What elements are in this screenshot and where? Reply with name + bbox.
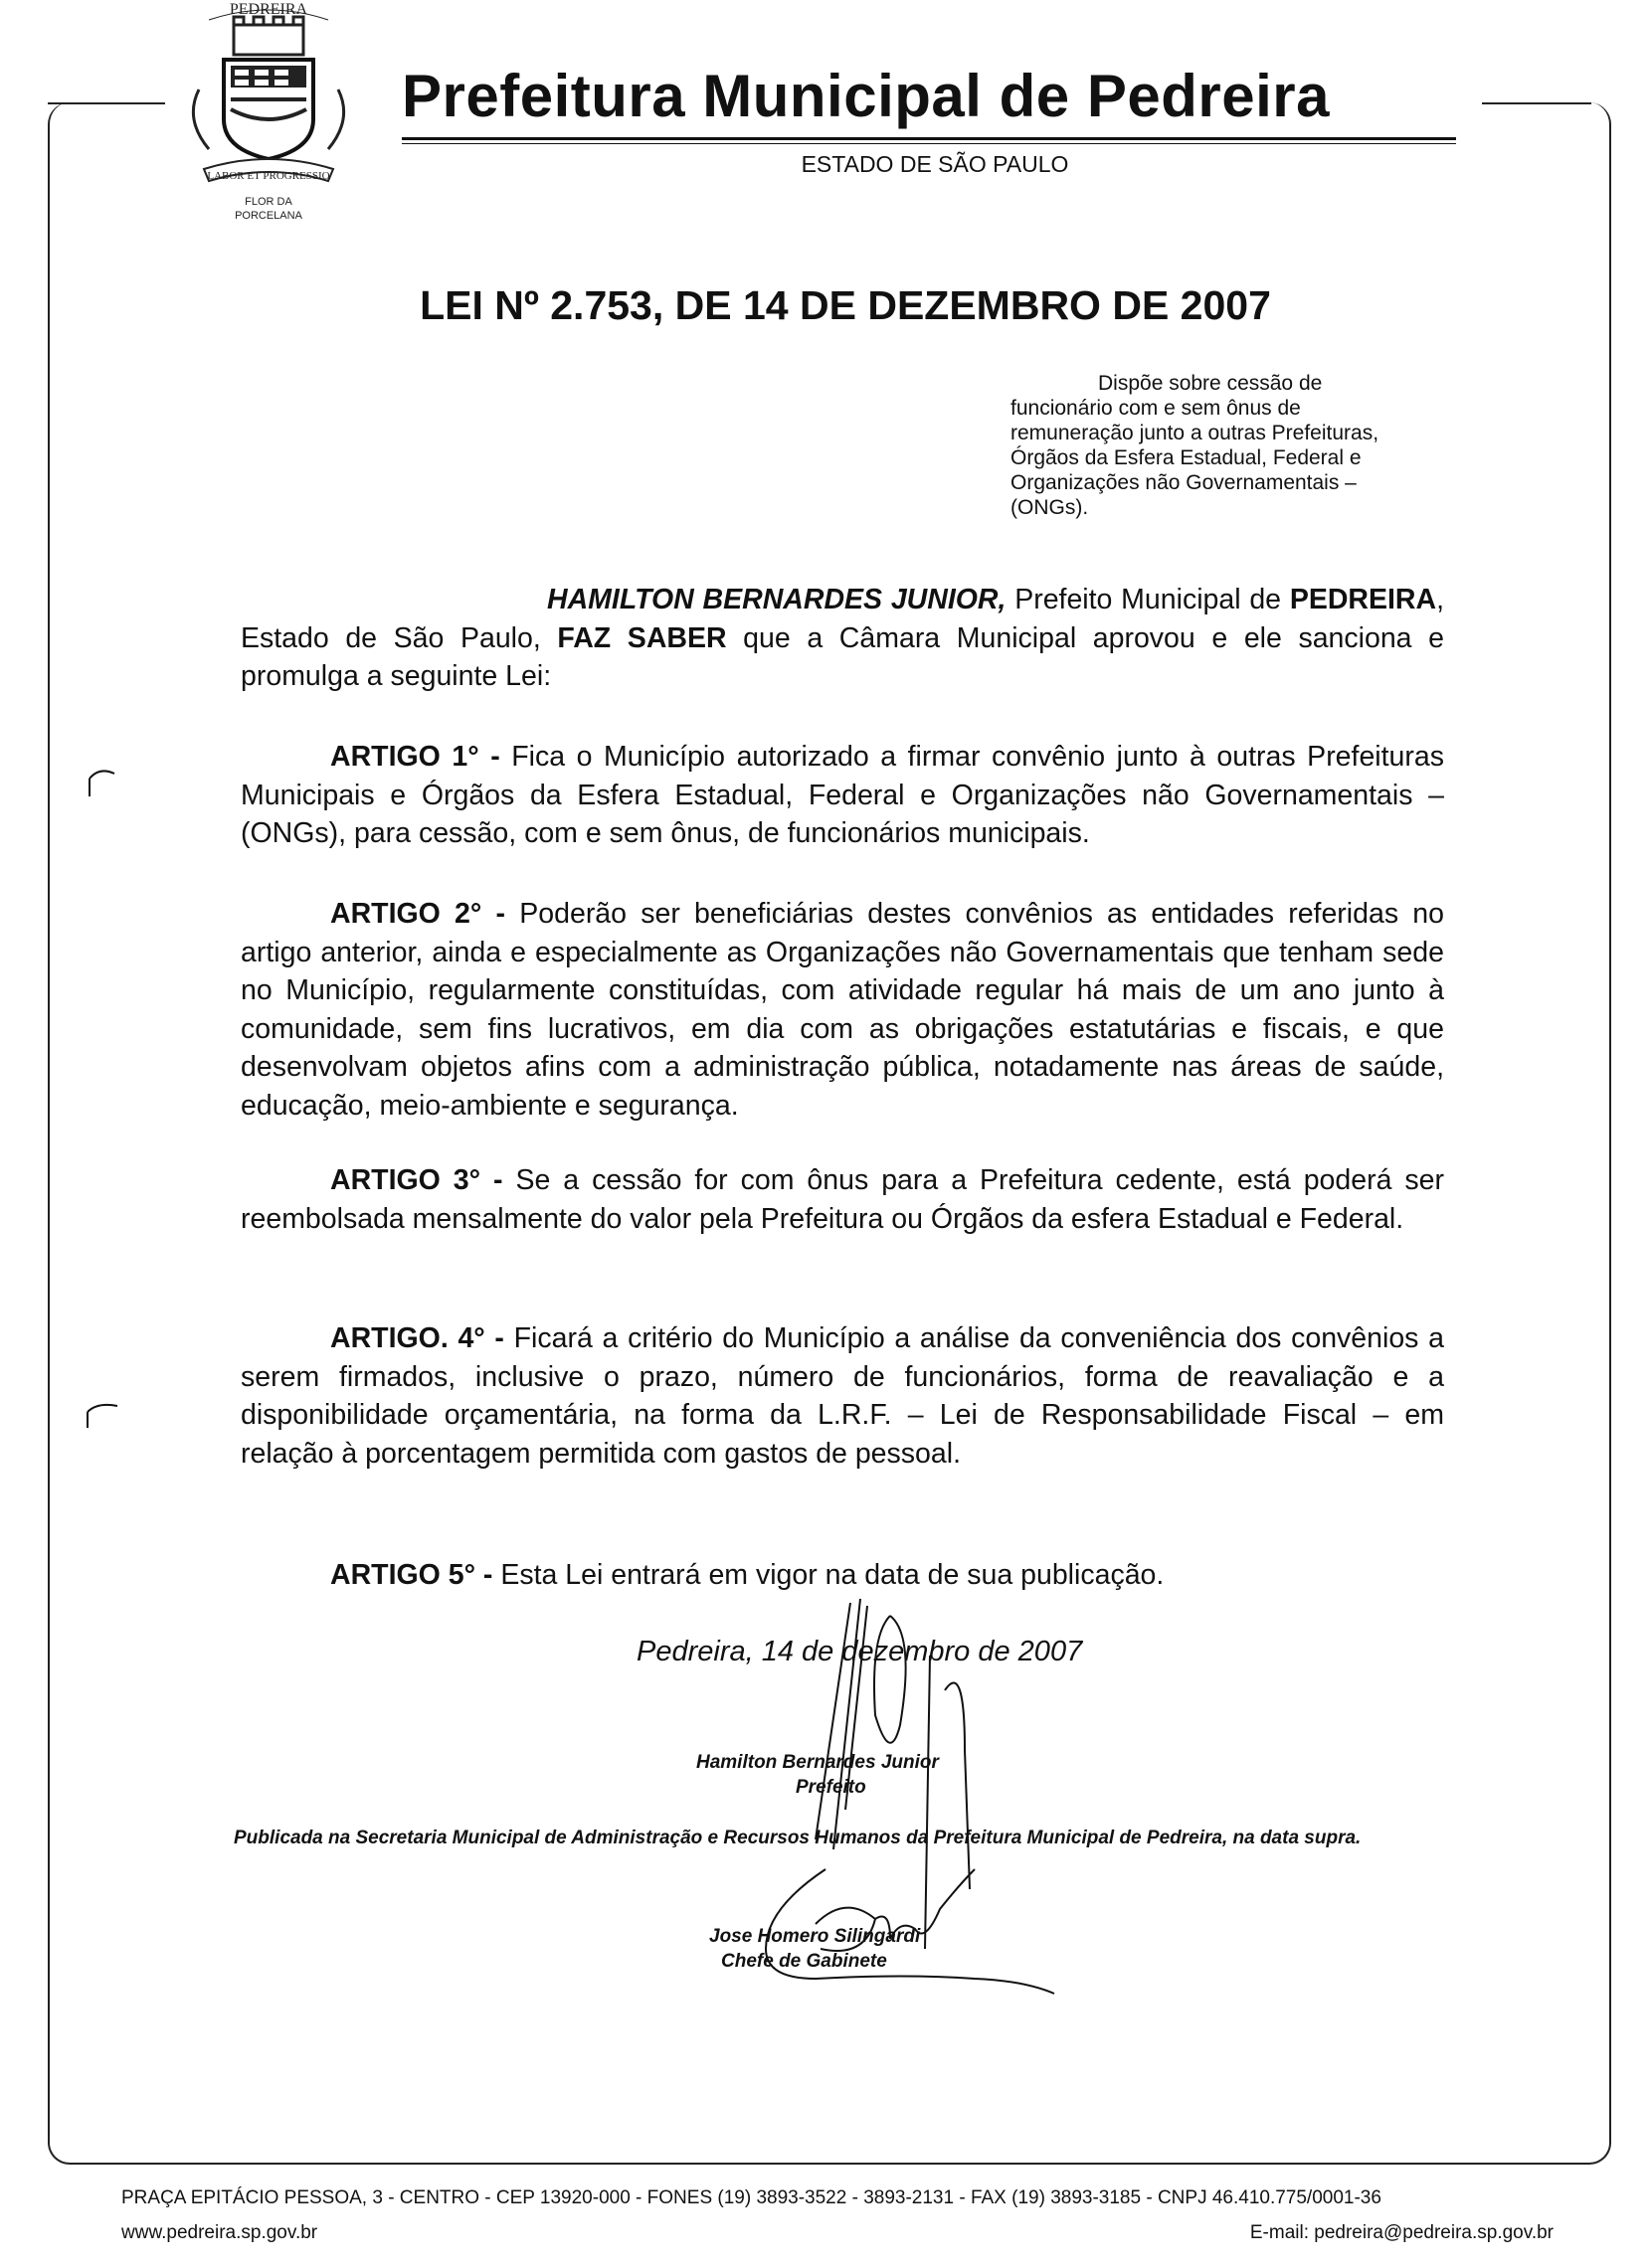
article-label: ARTIGO 2° - (330, 898, 506, 930)
faz-saber: FAZ SABER (557, 621, 727, 654)
summary-line: (ONGs). (1010, 496, 1089, 519)
law-title: LEI Nº 2.753, DE 14 DE DEZEMBRO DE 2007 (420, 282, 1271, 328)
municipality-title: Prefeitura Municipal de Pedreira (402, 63, 1330, 129)
signer1-role: Prefeito (796, 1777, 866, 1798)
publication-note: Publicada na Secretaria Municipal de Administração e Recursos Humanos da Prefeitura Municipal de Pedreira, na data supra. (234, 1828, 1362, 1848)
article-label: ARTIGO 3° - (330, 1164, 503, 1196)
article-label: ARTIGO 1° - (330, 741, 500, 773)
article-label: ARTIGO 5° - (330, 1559, 493, 1591)
footer-email[interactable]: E-mail: pedreira@pedreira.sp.gov.br (1249, 2222, 1554, 2243)
summary-line: funcionário com e sem ônus de (1010, 397, 1301, 420)
svg-text:PORCELANA: PORCELANA (235, 210, 302, 222)
article-text: Fica o Município autorizado a firmar convênio junto à outras Prefeituras Municipais e Órgãos da Esfera Estadual, Federal e Organizações não Governamentais – (ONGs), para cessão, com e sem ônus, de funcionários municipais. (241, 741, 1444, 849)
summary-line: Dispõe sobre cessão de (1098, 372, 1323, 395)
article-text: Poderão ser beneficiárias destes convênios as entidades referidas no artigo anterior, ainda e especialmente as Organizações não Governamentais que tenham sede no Município, regularmente constituídas, com atividade regular há mais de um ano junto à comunidade, sem fins lucrativos, em dia com as obrigações estatutárias e fiscais, e que desenvolvam objetos afins com a administração pública, notadamente nas áreas de saúde, educação, meio-ambiente e segurança. (241, 898, 1445, 1122)
svg-text:LABOR ET PROGRESSIO: LABOR ET PROGRESSIO (207, 170, 330, 182)
signer2-name: Jose Homero Silingardi (709, 1926, 921, 1947)
svg-text:FLOR DA: FLOR DA (245, 196, 292, 208)
footer-website[interactable]: www.pedreira.sp.gov.br (121, 2222, 318, 2243)
state-subtitle: ESTADO DE SÃO PAULO (801, 151, 1069, 177)
article-text: Ficará a critério do Município a análise da conveniência dos convênios a serem firmados, inclusive o prazo, número de funcionários, forma de reavaliação e a disponibilidade orçamentária, na forma da L.R.F. – Lei de Responsabilidade Fiscal – em relação à porcentagem permitida com gastos de pessoal. (241, 1322, 1444, 1470)
preamble-text: Prefeito Municipal de (1006, 584, 1290, 615)
preamble-text: que a Câmara Municipal aprovou e ele sanciona e promulga a seguinte Lei: (241, 621, 1444, 692)
summary-line: Organizações não Governamentais – (1010, 471, 1357, 494)
article-label: ARTIGO. 4° - (330, 1322, 504, 1354)
summary-line: Órgãos da Esfera Estadual, Federal e (1010, 446, 1362, 469)
date-line: Pedreira, 14 de dezembro de 2007 (637, 1636, 1083, 1667)
svg-text:PEDREIRA: PEDREIRA (229, 1, 308, 18)
article-text: Esta Lei entrará em vigor na data de sua publicação. (492, 1559, 1165, 1591)
signer2-role: Chefe de Gabinete (721, 1951, 887, 1972)
signer1-name: Hamilton Bernardes Junior (696, 1752, 939, 1773)
summary-line: remuneração junto a outras Prefeituras, (1010, 422, 1379, 444)
footer-address: PRAÇA EPITÁCIO PESSOA, 3 - CENTRO - CEP 13920-000 - FONES (19) 3893-3522 - 3893-2131 - FAX (19) 3893-3185 - CNPJ 46.410.775/0001-36 (121, 2187, 1381, 2208)
article-text: Se a cessão for com ônus para a Prefeitura cedente, está poderá ser reembolsada mensalmente do valor pela Prefeitura ou Órgãos da esfera Estadual e Federal. (241, 1164, 1445, 1235)
city-name: PEDREIRA (1289, 584, 1437, 615)
preamble-text: , Estado de São Paulo, (241, 584, 1445, 654)
mayor-name: HAMILTON BERNARDES JUNIOR, (547, 584, 1007, 615)
